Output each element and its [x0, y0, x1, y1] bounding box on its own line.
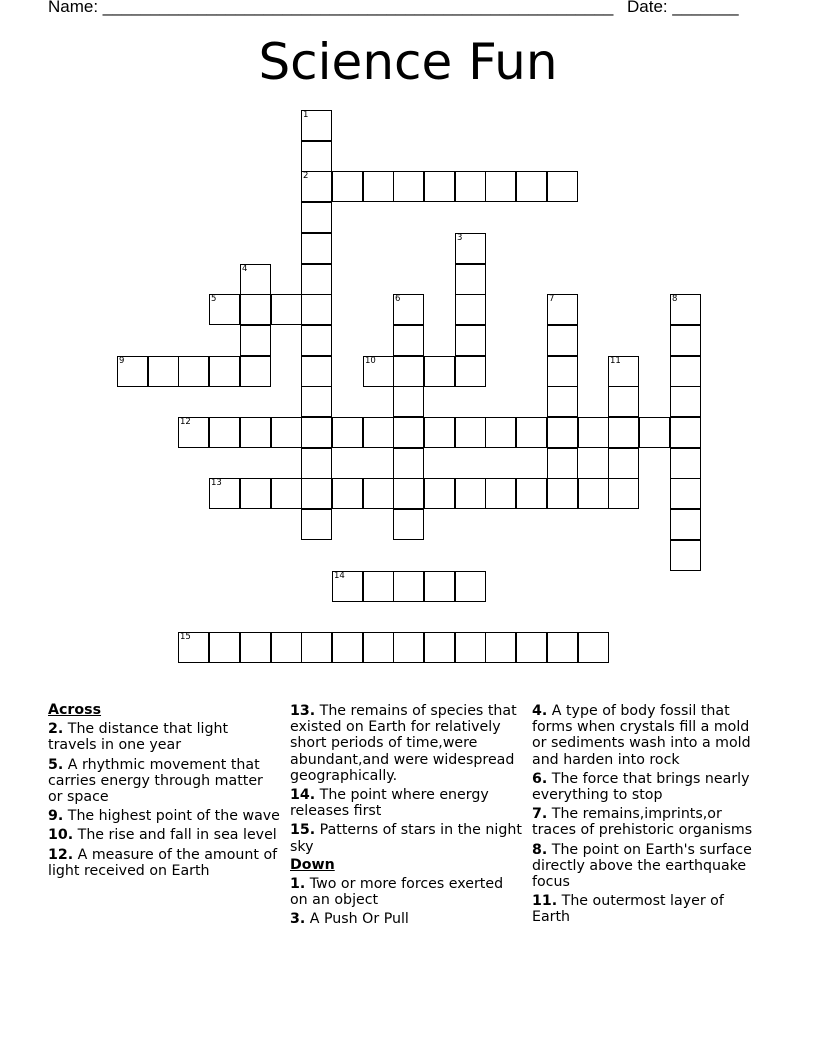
grid-cell[interactable]	[608, 417, 639, 448]
clue-across-14	[290, 787, 522, 819]
clues-column-2	[290, 700, 522, 928]
grid-cell[interactable]	[363, 171, 394, 202]
clue-text: The rise and fall in sea level	[73, 827, 277, 844]
clue-down-1	[290, 876, 522, 908]
grid-cell[interactable]	[455, 171, 486, 202]
grid-cell[interactable]	[209, 632, 240, 663]
clue-down-11	[532, 893, 764, 925]
grid-cell[interactable]	[455, 356, 486, 387]
grid-cell[interactable]	[363, 478, 394, 509]
date-field: Date: _______	[627, 0, 739, 16]
grid-cell[interactable]	[639, 417, 670, 448]
grid-cell[interactable]	[332, 571, 363, 602]
grid-cell[interactable]	[670, 294, 701, 325]
clue-across-2	[48, 721, 280, 753]
clue-number-label: 3	[457, 233, 463, 243]
clue-number: 14.	[290, 787, 316, 804]
clue-across-15	[290, 822, 522, 854]
clue-number: 1.	[290, 876, 306, 893]
clue-number-label: 13	[211, 478, 222, 488]
clue-text: A measure of the amount of light received on Earth	[48, 846, 278, 879]
grid-cell[interactable]	[485, 478, 516, 509]
clue-number-label: 6	[395, 294, 401, 304]
clue-text: A Push Or Pull	[305, 911, 409, 928]
clue-text: Patterns of stars in the night sky	[290, 822, 522, 855]
clue-down-4	[532, 703, 764, 768]
grid-cell[interactable]	[516, 478, 547, 509]
grid-cell[interactable]	[393, 325, 424, 356]
clue-number-label: 10	[365, 356, 376, 366]
clue-text: Two or more forces exerted on an object	[290, 876, 504, 909]
clue-number: 8.	[532, 841, 548, 858]
grid-cell[interactable]	[271, 632, 302, 663]
clue-across-12	[48, 847, 280, 879]
clue-number-label: 5	[211, 294, 217, 304]
grid-cell[interactable]	[670, 386, 701, 417]
clue-number: 2.	[48, 721, 64, 738]
grid-cell[interactable]	[240, 632, 271, 663]
grid-cell[interactable]	[393, 448, 424, 479]
grid-cell[interactable]	[393, 171, 424, 202]
grid-cell[interactable]	[301, 264, 332, 295]
grid-cell[interactable]	[424, 417, 455, 448]
grid-cell[interactable]	[332, 632, 363, 663]
clue-number-label: 4	[242, 264, 248, 274]
grid-cell[interactable]	[670, 448, 701, 479]
grid-cell[interactable]	[516, 632, 547, 663]
clue-number-label: 11	[610, 356, 621, 366]
grid-cell[interactable]	[240, 478, 271, 509]
grid-cell[interactable]	[240, 264, 271, 295]
grid-cell[interactable]	[455, 478, 486, 509]
grid-cell[interactable]	[670, 417, 701, 448]
grid-cell[interactable]	[301, 386, 332, 417]
grid-cell[interactable]	[393, 356, 424, 387]
grid-cell[interactable]	[117, 356, 148, 387]
grid-cell[interactable]	[455, 294, 486, 325]
grid-cell[interactable]	[178, 632, 209, 663]
across-heading: Across	[48, 702, 102, 718]
grid-cell[interactable]	[516, 417, 547, 448]
clue-text: The highest point of the wave	[63, 808, 280, 825]
clue-across-10	[48, 827, 280, 843]
grid-cell[interactable]	[608, 448, 639, 479]
grid-cell[interactable]	[271, 417, 302, 448]
clue-number: 13.	[290, 703, 316, 719]
grid-cell[interactable]	[209, 478, 240, 509]
clue-number: 4.	[532, 703, 548, 719]
clue-text: The remains of species that existed on Earth for relatively short periods of time,were abundant,and were widespread geographically.	[290, 703, 517, 784]
clue-text: A type of body fossil that forms when crystals fill a mold or sediments wash into a mold and harden into rock	[532, 703, 751, 768]
clue-text: The outermost layer of Earth	[532, 893, 724, 926]
clue-number: 12.	[48, 846, 74, 863]
clue-number: 3.	[290, 911, 306, 928]
grid-cell[interactable]	[578, 478, 609, 509]
grid-cell[interactable]	[455, 417, 486, 448]
grid-cell[interactable]	[547, 171, 578, 202]
grid-cell[interactable]	[240, 356, 271, 387]
grid-cell[interactable]	[670, 540, 701, 571]
grid-cell[interactable]	[547, 294, 578, 325]
grid-cell[interactable]	[301, 141, 332, 172]
grid-cell[interactable]	[301, 110, 332, 141]
grid-cell[interactable]	[240, 417, 271, 448]
grid-cell[interactable]	[485, 417, 516, 448]
grid-cell[interactable]	[424, 632, 455, 663]
grid-cell[interactable]	[363, 356, 394, 387]
grid-cell[interactable]	[578, 417, 609, 448]
grid-cell[interactable]	[393, 417, 424, 448]
grid-cell[interactable]	[485, 632, 516, 663]
grid-cell[interactable]	[670, 325, 701, 356]
page-title: Science Fun	[258, 33, 558, 91]
grid-cell[interactable]	[301, 325, 332, 356]
grid-cell[interactable]	[301, 294, 332, 325]
grid-cell[interactable]	[455, 325, 486, 356]
clue-number-label: 12	[180, 417, 191, 427]
grid-cell[interactable]	[301, 632, 332, 663]
grid-cell[interactable]	[424, 571, 455, 602]
grid-cell[interactable]	[178, 417, 209, 448]
clue-number: 7.	[532, 806, 548, 823]
grid-cell[interactable]	[608, 478, 639, 509]
grid-cell[interactable]	[332, 478, 363, 509]
grid-cell[interactable]	[363, 571, 394, 602]
grid-cell[interactable]	[547, 386, 578, 417]
grid-cell[interactable]	[393, 294, 424, 325]
grid-cell[interactable]	[578, 632, 609, 663]
grid-cell[interactable]	[516, 171, 547, 202]
grid-cell[interactable]	[455, 632, 486, 663]
grid-cell[interactable]	[271, 478, 302, 509]
grid-cell[interactable]	[301, 171, 332, 202]
grid-cell[interactable]	[670, 356, 701, 387]
clue-text: The force that brings nearly everything to stop	[532, 770, 750, 804]
grid-cell[interactable]	[332, 171, 363, 202]
clue-text: The distance that light travels in one year	[48, 721, 229, 754]
clue-number: 6.	[532, 770, 548, 787]
clue-text: A rhythmic movement that carries energy through matter or space	[48, 756, 263, 806]
grid-cell[interactable]	[363, 417, 394, 448]
clue-across-9	[48, 808, 280, 824]
grid-cell[interactable]	[670, 509, 701, 540]
name-field: Name: ______________________________________________________	[48, 0, 614, 16]
grid-cell[interactable]	[301, 202, 332, 233]
clue-number-label: 15	[180, 632, 191, 642]
grid-cell[interactable]	[301, 478, 332, 509]
grid-cell[interactable]	[393, 386, 424, 417]
clue-number: 15.	[290, 822, 316, 839]
grid-cell[interactable]	[670, 478, 701, 509]
clue-across-13	[290, 703, 522, 784]
clues-column-3	[532, 700, 764, 926]
grid-cell[interactable]	[547, 478, 578, 509]
grid-cell[interactable]	[301, 356, 332, 387]
grid-cell[interactable]	[209, 294, 240, 325]
grid-cell[interactable]	[485, 171, 516, 202]
clue-across-5	[48, 757, 280, 806]
down-heading: Down	[290, 856, 335, 873]
grid-cell[interactable]	[301, 509, 332, 540]
clue-number-label: 8	[672, 294, 678, 304]
clue-number-label: 2	[303, 171, 309, 181]
grid-cell[interactable]	[424, 171, 455, 202]
grid-cell[interactable]	[547, 632, 578, 663]
grid-cell[interactable]	[455, 264, 486, 295]
grid-cell[interactable]	[209, 356, 240, 387]
clue-number: 5.	[48, 756, 64, 773]
clue-down-6	[532, 771, 764, 803]
clue-text: The point where energy releases first	[290, 787, 489, 820]
grid-cell[interactable]	[240, 294, 271, 325]
clue-number: 10.	[48, 827, 74, 844]
grid-cell[interactable]	[332, 417, 363, 448]
clue-number-label: 14	[334, 571, 345, 581]
clue-number: 9.	[48, 808, 64, 825]
clue-number-label: 7	[549, 294, 555, 304]
grid-cell[interactable]	[178, 356, 209, 387]
clue-down-8	[532, 842, 764, 891]
clue-number-label: 9	[119, 356, 125, 366]
clues-column-1	[48, 700, 280, 879]
grid-cell[interactable]	[608, 356, 639, 387]
grid-cell[interactable]	[393, 478, 424, 509]
clue-down-3	[290, 911, 522, 927]
grid-cell[interactable]	[301, 417, 332, 448]
grid-cell[interactable]	[301, 233, 332, 264]
grid-cell[interactable]	[547, 417, 578, 448]
grid-cell[interactable]	[148, 356, 179, 387]
grid-cell[interactable]	[240, 325, 271, 356]
grid-cell[interactable]	[547, 448, 578, 479]
clue-number-label: 1	[303, 110, 309, 120]
grid-cell[interactable]	[455, 233, 486, 264]
clue-text: The remains,imprints,or traces of prehistoric organisms	[532, 806, 753, 839]
grid-cell[interactable]	[271, 294, 302, 325]
grid-cell[interactable]	[393, 632, 424, 663]
grid-cell[interactable]	[209, 417, 240, 448]
clue-down-7	[532, 806, 764, 838]
clue-text: The point on Earth's surface directly above the earthquake focus	[532, 841, 752, 891]
grid-cell[interactable]	[455, 571, 486, 602]
grid-cell[interactable]	[363, 632, 394, 663]
grid-cell[interactable]	[393, 509, 424, 540]
grid-cell[interactable]	[424, 356, 455, 387]
grid-cell[interactable]	[547, 356, 578, 387]
grid-cell[interactable]	[547, 325, 578, 356]
clue-number: 11.	[532, 893, 558, 910]
grid-cell[interactable]	[301, 448, 332, 479]
grid-cell[interactable]	[608, 386, 639, 417]
grid-cell[interactable]	[393, 571, 424, 602]
grid-cell[interactable]	[424, 478, 455, 509]
